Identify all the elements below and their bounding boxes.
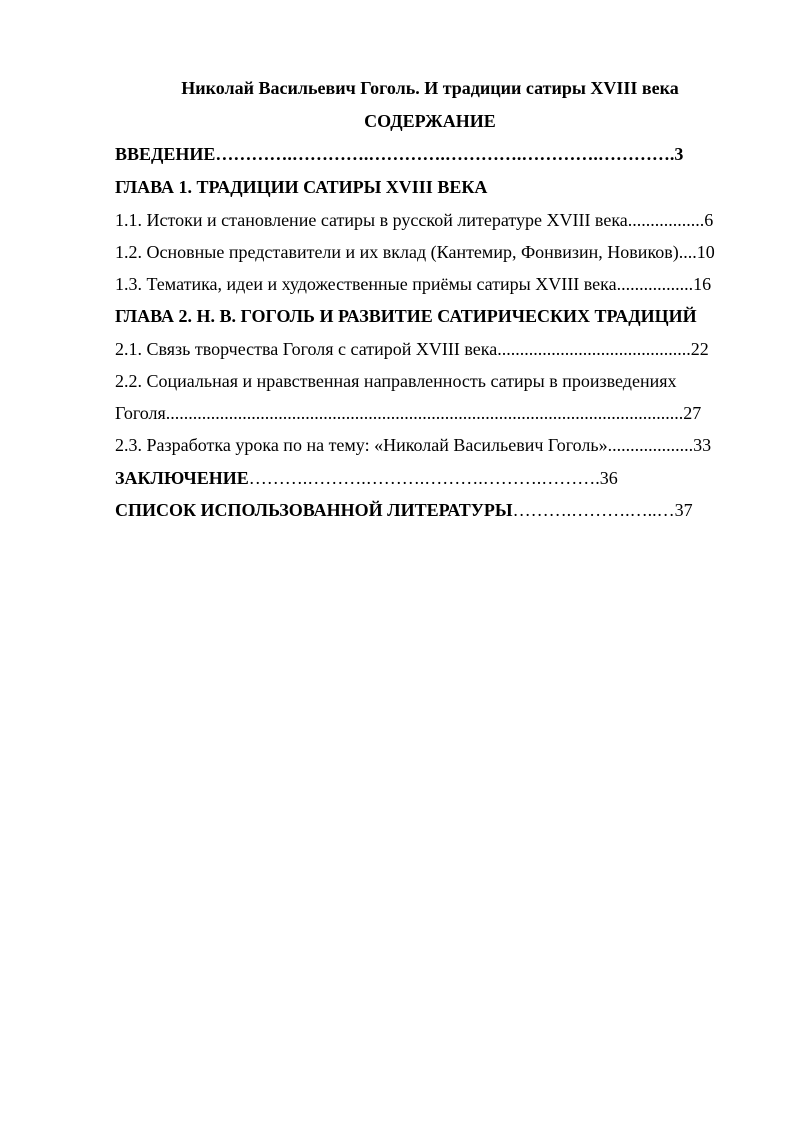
toc-entry-2-1: 2.1. Связь творчества Гоголя с сатирой XVIII века...........................................22 (115, 339, 709, 359)
toc-entry-bibliography-page: ……….……….…..…37 (512, 500, 693, 520)
toc-entry-2-2-line-2: Гоголя...................................................................................................................27 (115, 403, 702, 423)
toc-entry-introduction: ВВЕДЕНИЕ………….………….………….………….………….………….3 (115, 144, 684, 164)
document-title: Николай Васильевич Гоголь. И традиции сатиры XVIII века (181, 78, 679, 98)
toc-entry-chapter-1: ГЛАВА 1. ТРАДИЦИИ САТИРЫ XVIII ВЕКА (115, 177, 488, 197)
toc-heading: СОДЕРЖАНИЕ (364, 111, 496, 131)
toc-entry-conclusion-label: ЗАКЛЮЧЕНИЕ (115, 468, 249, 488)
toc-entry-conclusion-page: ……….……….……….……….……….……….36 (248, 468, 618, 488)
toc-entry-1-1: 1.1. Истоки и становление сатиры в русской литературе XVIII века.................6 (115, 210, 714, 230)
toc-entry-2-2-line-1: 2.2. Социальная и нравственная направленность сатиры в произведениях (115, 371, 677, 391)
toc-entry-2-3: 2.3. Разработка урока по на тему: «Николай Васильевич Гоголь»...................33 (115, 435, 712, 455)
toc-entry-chapter-2: ГЛАВА 2. Н. В. ГОГОЛЬ И РАЗВИТИЕ САТИРИЧЕСКИХ ТРАДИЦИЙ (115, 306, 697, 326)
toc-entry-bibliography (115, 499, 745, 521)
toc-entry-1-3: 1.3. Тематика, идеи и художественные приёмы сатиры XVIII века.................16 (115, 274, 712, 294)
toc-entry-bibliography-label: СПИСОК ИСПОЛЬЗОВАННОЙ ЛИТЕРАТУРЫ (115, 500, 513, 520)
toc-entry-1-2: 1.2. Основные представители и их вклад (Кантемир, Фонвизин, Новиков)....10 (115, 242, 715, 262)
toc-entry-conclusion (115, 467, 745, 489)
